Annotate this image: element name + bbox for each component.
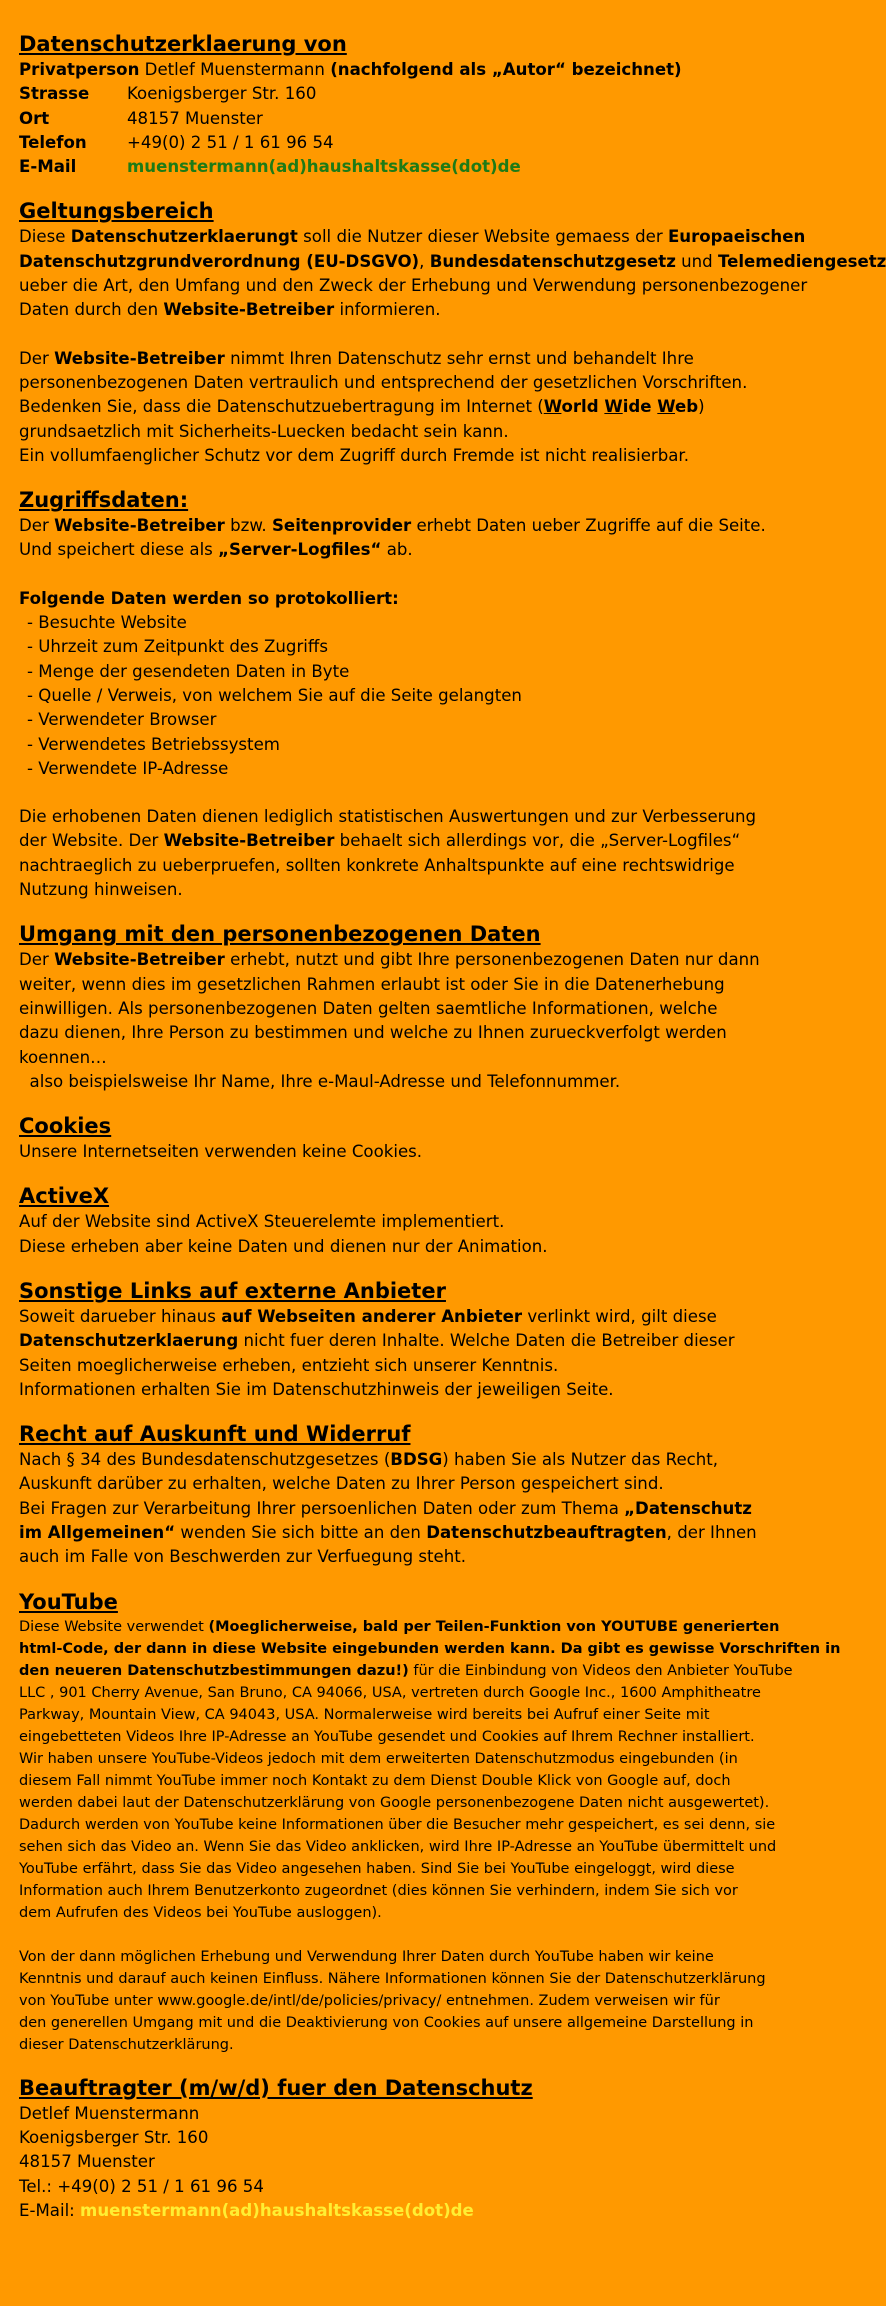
personal-data-paragraph: Der Website-Betreiber erhebt, nutzt und gibt Ihre personenbezogenen Daten nur dann weiter, wenn dies im gesetzlichen Rahmen erlaubt ist oder Sie in die Datenerhebung einwilligen. Als personenbezogenen Daten gelten saemtliche Informationen, welche dazu dienen, Ihre Person zu bestimmen und welche zu Ihnen zurueckverfolgt werden koennen… also beispielsweise Ihr Name, Ihre e-Maul-Adresse und Telefonnummer. xyxy=(19,950,760,1091)
email-label: E-Mail xyxy=(19,157,77,177)
list-item: - Verwendetes Betriebssystem xyxy=(27,734,280,754)
officer-email-link[interactable]: muenstermann(ad)haushaltskasse(dot)de xyxy=(80,2200,474,2220)
access-data-usage-paragraph: Die erhobenen Daten dienen lediglich statistischen Auswertungen und zur Verbesserung der Website. Der Website-Betreiber behaelt sich allerdings vor, die „Server-Logfiles“ nachtraeglich zu ueberpruefen, sollten konkrete Anhaltspunkte auf eine rechtswidrige Nutzung hinweisen. xyxy=(19,807,757,900)
person-note: (nachfolgend als „Autor“ bezeichnet) xyxy=(330,60,682,79)
scope-paragraph-2: Der Website-Betreiber nimmt Ihren Datenschutz sehr ernst und behandelt Ihre personenbezogenen Daten vertraulich und entsprechend der gesetzlichen Vorschriften. Bedenken Sie, dass die Datenschutzuebertragung im Internet (World Wide Web) grundsaetzlich mit Sicherheits-Luecken bedacht sein kann. Ein vollumfaenglicher Schutz vor dem Zugriff durch Fremde ist nicht realisierbar. xyxy=(19,348,748,465)
access-data-section xyxy=(19,486,782,902)
activex-text: Diese erheben aber keine Daten und dienen nur der Animation. xyxy=(19,1236,548,1256)
officer-email-line xyxy=(19,2199,782,2223)
address-value: +49(0) 2 51 / 1 61 96 54 xyxy=(127,132,334,152)
external-links-paragraph: Soweit darueber hinaus auf Webseiten anderer Anbieter verlinkt wird, gilt diese Datenschutzerklaerung nicht fuer deren Inhalte. Welche Daten die Betreiber dieser Seiten moeglicherweise erheben, entzieht sich unserer Kenntnis. Informationen erhalten Sie im Datenschutzhinweis der jeweiligen Seite. xyxy=(19,1306,735,1399)
activex-section xyxy=(19,1182,782,1259)
cookies-heading: Cookies xyxy=(19,1114,112,1139)
address-key: Telefon xyxy=(19,132,87,152)
address-row-phone xyxy=(19,131,782,155)
logged-data-title: Folgende Daten werden so protokolliert: xyxy=(19,588,399,608)
youtube-paragraph-2: Von der dann möglichen Erhebung und Verwendung Ihrer Daten durch YouTube haben wir keine Kenntnis und darauf auch keinen Einfluss. Nähere Informationen können Sie der Datenschutzerklärung von YouTube unter www.google.de/intl/de/policies/privacy/ entnehmen. Zudem verweisen wir für den generellen Umgang mit und die Deaktivierung von Cookies auf unsere allgemeine Darstellung in dieser Datenschutzerklärung. xyxy=(19,1948,766,2053)
scope-paragraph: Diese Datenschutzerklaerungt soll die Nutzer dieser Website gemaess der Europaeischen Datenschutzgrundverordnung (EU-DSGVO), Bundesdatenschutzgesetz und Telemediengesetz ueber die Art, den Umfang und den Zweck der Erhebung und Verwendung personenbezogener Daten durch den Website-Betreiber informieren. xyxy=(19,227,886,320)
activex-text: Auf der Website sind ActiveX Steuerelemte implementiert. xyxy=(19,1212,505,1232)
address-key: Strasse xyxy=(19,84,90,104)
officer-email-label: E-Mail: xyxy=(19,2200,81,2220)
external-links-heading: Sonstige Links auf externe Anbieter xyxy=(19,1278,446,1303)
list-item: - Uhrzeit zum Zeitpunkt des Zugriffs xyxy=(27,637,328,657)
data-protection-officer-section xyxy=(19,2074,782,2223)
person-name: Detlef Muenstermann xyxy=(144,60,325,79)
page-title: Datenschutzerklaerung von xyxy=(19,32,347,56)
address-row-city xyxy=(19,107,782,131)
personal-data-heading: Umgang mit den personenbezogenen Daten xyxy=(19,922,541,947)
scope-heading: Geltungsbereich xyxy=(19,199,214,224)
address-value: Koenigsberger Str. 160 xyxy=(127,84,317,104)
address-row-street xyxy=(19,82,782,106)
rights-paragraph: Nach § 34 des Bundesdatenschutzgesetzes (BDSG) haben Sie als Nutzer das Recht, Auskunft darüber zu erhalten, welche Daten zu Ihrer Person gespeichert sind. Bei Fragen zur Verarbeitung Ihrer persoenlichen Daten oder zum Thema „Datenschutz im Allgemeinen“ wenden Sie sich bitte an den Datenschutzbeauftragten, der Ihnen auch im Falle von Beschwerden zur Verfuegung steht. xyxy=(19,1450,757,1567)
officer-city: 48157 Muenster xyxy=(19,2152,155,2172)
youtube-section xyxy=(19,1588,841,2056)
intro-section xyxy=(19,30,782,179)
list-item: - Quelle / Verweis, von welchem Sie auf die Seite gelangten xyxy=(27,685,522,705)
person-line xyxy=(19,58,782,82)
list-item: - Verwendete IP-Adresse xyxy=(27,758,229,778)
access-data-heading: Zugriffsdaten: xyxy=(19,488,189,513)
address-row-email xyxy=(19,155,782,179)
rights-section xyxy=(19,1420,782,1569)
cookies-section xyxy=(19,1112,782,1164)
email-link[interactable]: muenstermann(ad)haushaltskasse(dot)de xyxy=(127,157,521,177)
external-links-section xyxy=(19,1277,782,1402)
address-value: 48157 Muenster xyxy=(127,108,263,128)
list-item: - Besuchte Website xyxy=(27,613,187,633)
person-label: Privatperson xyxy=(19,60,140,79)
personal-data-section xyxy=(19,920,782,1094)
list-item: - Verwendeter Browser xyxy=(27,710,217,730)
address-key: Ort xyxy=(19,108,50,128)
officer-phone: Tel.: +49(0) 2 51 / 1 61 96 54 xyxy=(19,2176,264,2196)
list-item: - Menge der gesendeten Daten in Byte xyxy=(27,661,350,681)
cookies-text: Unsere Internetseiten verwenden keine Cookies. xyxy=(19,1142,423,1162)
access-data-paragraph: Der Website-Betreiber bzw. Seitenprovider erhebt Daten ueber Zugriffe auf die Seite. Und speichert diese als „Server-Logfiles“ ab. xyxy=(19,516,766,560)
activex-heading: ActiveX xyxy=(19,1184,110,1209)
officer-street: Koenigsberger Str. 160 xyxy=(19,2127,209,2147)
scope-section xyxy=(19,197,886,468)
officer-name: Detlef Muenstermann xyxy=(19,2103,200,2123)
logged-data-list xyxy=(19,611,782,781)
youtube-paragraph: Diese Website verwendet (Moeglicherweise, bald per Teilen-Funktion von YOUTUBE generierten html-Code, der dann in diese Website eingebunden werden kann. Da gibt es gewisse Vorschriften in den neueren Datenschutzbestimmungen dazu!) für die Einbindung von Videos den Anbieter YouTube LLC , 901 Cherry Avenue, San Bruno, CA 94066, USA, vertreten durch Google Inc., 1600 Amphitheatre Parkway, Mountain View, CA 94043, USA. Normalerweise wird bereits bei Aufruf einer Seite mit eingebetteten Videos Ihre IP-Adresse an YouTube gesendet und Cookies auf Ihrem Rechner installiert. Wir haben unsere YouTube-Videos jedoch mit dem erweiterten Datenschutzmodus eingebunden (in diesem Fall nimmt YouTube immer noch Kontakt zu dem Dienst Double Klick von Google auf, doch werden dabei laut der Datenschutzerklärung von Google personenbezogene Daten nicht ausgewertet). Dadurch werden von YouTube keine Informationen über die Besucher mehr gespeichert, es sei denn, sie sehen sich das Video an. Wenn Sie das Video anklicken, wird Ihre IP-Adresse an YouTube übermittelt und YouTube erfährt, dass Sie das Video angesehen haben. Sind Sie bei YouTube eingeloggt, wird diese Information auch Ihrem Benutzerkonto zugeordnet (dies können Sie verhindern, indem Sie sich vor dem Aufrufen des Videos bei YouTube ausloggen). xyxy=(19,1618,841,1921)
rights-heading: Recht auf Auskunft und Widerruf xyxy=(19,1422,411,1447)
youtube-heading: YouTube xyxy=(19,1589,118,1614)
officer-heading: Beauftragter (m/w/d) fuer den Datenschutz xyxy=(19,2075,533,2100)
